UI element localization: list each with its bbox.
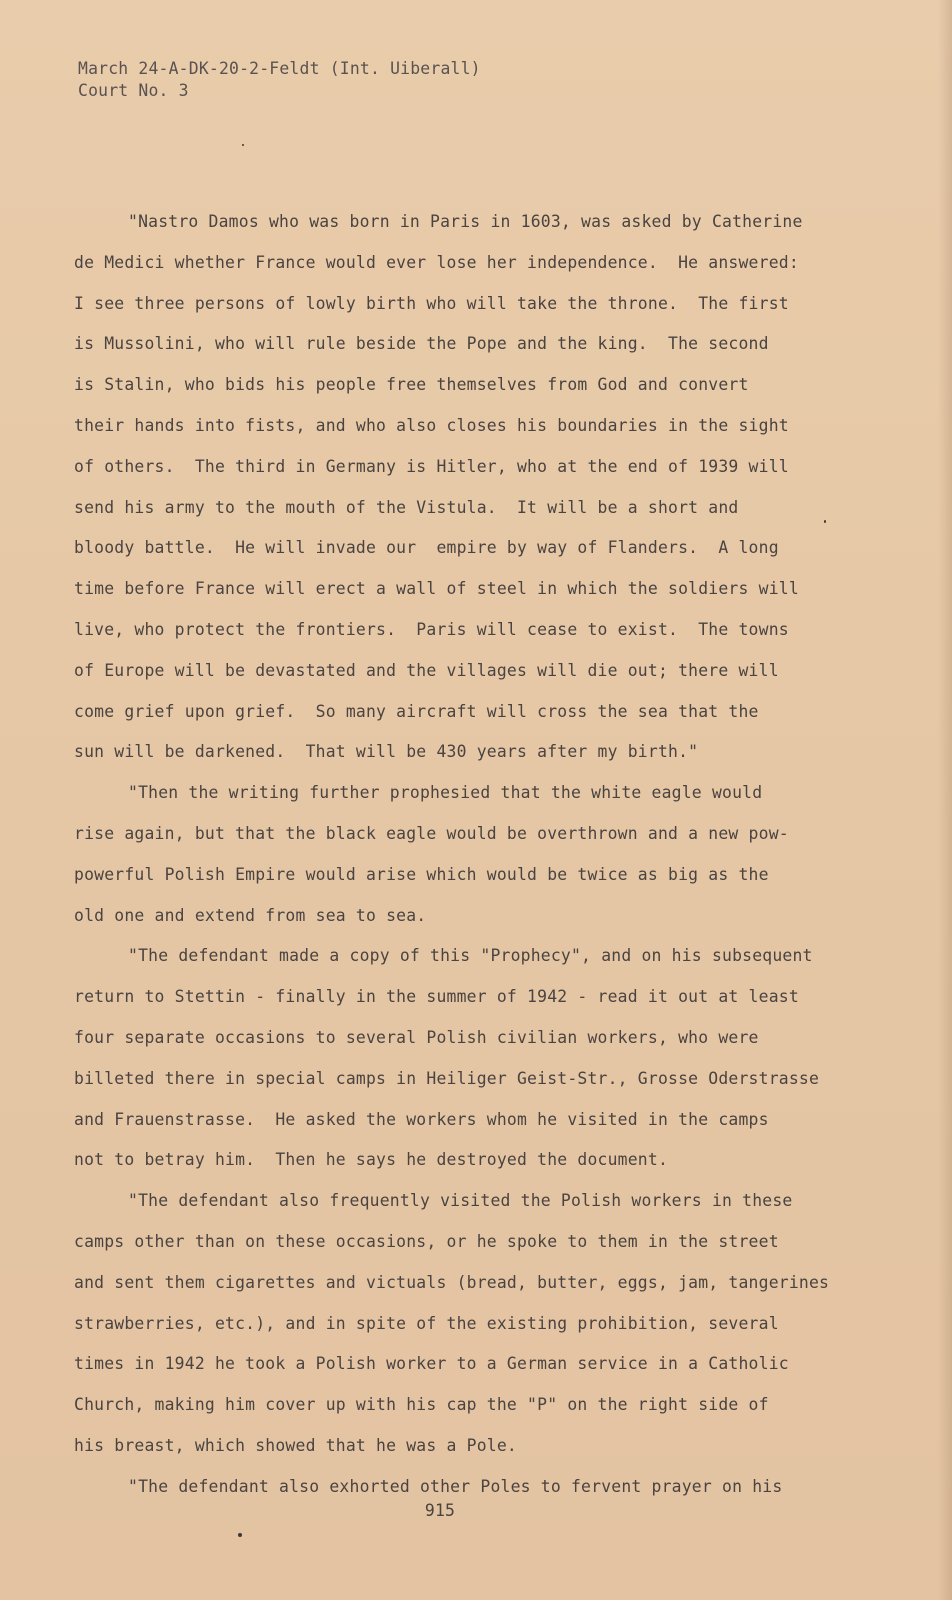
ink-speck <box>242 144 244 146</box>
text-line: Church, making him cover up with his cap the "P" on the right side of <box>74 1395 769 1415</box>
text-line: times in 1942 he took a Polish worker to a German service in a Catholic <box>74 1354 789 1374</box>
text-line: come grief upon grief. So many aircraft will cross the sea that the <box>74 701 759 721</box>
paragraph-copy-of-prophecy <box>74 936 834 1181</box>
header-case-reference: March 24-A-DK-20-2-Feldt (Int. Uiberall) <box>78 59 481 78</box>
document-header <box>78 58 481 102</box>
ink-speck <box>824 520 826 523</box>
text-line: not to betray him. Then he says he destroyed the document. <box>74 1150 669 1170</box>
text-line: is Stalin, who bids his people free themselves from God and convert <box>74 375 749 395</box>
text-line: and sent them cigarettes and victuals (bread, butter, eggs, jam, tangerines <box>74 1272 830 1292</box>
text-line: their hands into fists, and who also closes his boundaries in the sight <box>74 415 789 435</box>
paragraph-visits <box>74 1181 834 1467</box>
text-line: bloody battle. He will invade our empire by way of Flanders. A long <box>74 538 779 558</box>
text-line: "The defendant made a copy of this "Prophecy", and on his subsequent <box>128 946 813 966</box>
text-line: camps other than on these occasions, or he spoke to them in the street <box>74 1231 779 1251</box>
text-line: billeted there in special camps in Heiliger Geist-Str., Grosse Oderstrasse <box>74 1068 820 1088</box>
text-line: rise again, but that the black eagle would be overthrown and a new pow- <box>74 823 789 843</box>
text-line: four separate occasions to several Polish civilian workers, who were <box>74 1027 759 1047</box>
text-line: and Frauenstrasse. He asked the workers whom he visited in the camps <box>74 1109 769 1129</box>
text-line: return to Stettin - finally in the summer of 1942 - read it out at least <box>74 987 799 1007</box>
text-line: I see three persons of lowly birth who will take the throne. The first <box>74 293 789 313</box>
text-line: "Nastro Damos who was born in Paris in 1603, was asked by Catherine <box>128 212 803 231</box>
page-edge-shadow <box>938 0 952 1600</box>
header-court-number: Court No. 3 <box>78 81 189 100</box>
text-line: "The defendant also exhorted other Poles to fervent prayer on his <box>128 1476 783 1496</box>
text-line: is Mussolini, who will rule beside the Pope and the king. The second <box>74 334 769 354</box>
text-line: strawberries, etc.), and in spite of the existing prohibition, several <box>74 1313 779 1333</box>
text-line: send his army to the mouth of the Vistula. It will be a short and <box>74 497 739 517</box>
text-line: old one and extend from sea to sea. <box>74 905 427 925</box>
page-number: 915 <box>424 1501 456 1520</box>
paragraph-eagle <box>74 773 834 936</box>
text-line: powerful Polish Empire would arise which would be twice as big as the <box>74 864 769 884</box>
text-line: of Europe will be devastated and the villages will die out; there will <box>74 660 779 680</box>
text-line: "The defendant also frequently visited the Polish workers in these <box>128 1191 793 1211</box>
text-line: live, who protect the frontiers. Paris will cease to exist. The towns <box>74 619 789 639</box>
paragraph-prophecy <box>74 202 834 773</box>
text-line: "Then the writing further prophesied that the white eagle would <box>128 783 763 803</box>
text-line: de Medici whether France would ever lose her independence. He answered: <box>74 252 799 272</box>
text-line: time before France will erect a wall of steel in which the soldiers will <box>74 579 799 599</box>
document-body <box>74 202 834 1508</box>
ink-speck <box>238 1533 242 1537</box>
text-line: of others. The third in Germany is Hitler, who at the end of 1939 will <box>74 456 789 476</box>
text-line: sun will be darkened. That will be 430 years after my birth." <box>74 742 699 762</box>
text-line: his breast, which showed that he was a Pole. <box>74 1435 517 1455</box>
